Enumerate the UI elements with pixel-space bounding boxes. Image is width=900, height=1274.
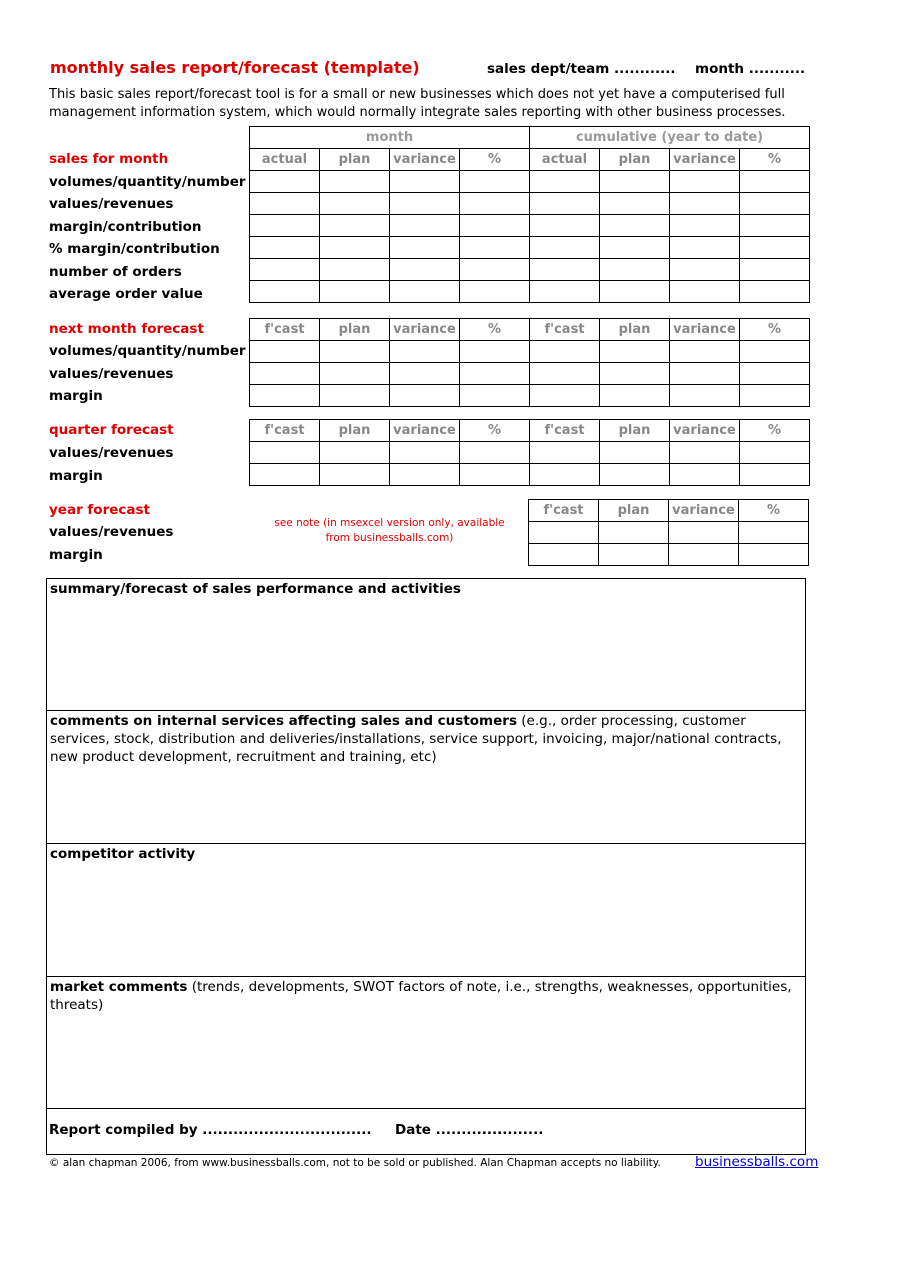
input-cell[interactable] — [320, 385, 390, 407]
input-cell[interactable] — [530, 442, 600, 464]
competitor-box[interactable] — [46, 844, 806, 977]
next-month-forecast-table — [249, 318, 810, 407]
column-header: f'cast — [250, 420, 320, 442]
table-row — [250, 442, 810, 464]
column-header: f'cast — [529, 500, 599, 522]
column-header: % — [460, 149, 530, 171]
internal-services-box[interactable] — [46, 711, 806, 844]
date-field[interactable]: Date ..................... — [395, 1122, 544, 1138]
input-cell[interactable] — [739, 544, 809, 566]
input-cell[interactable] — [529, 522, 599, 544]
table-row — [250, 259, 810, 281]
row-label: margin — [49, 547, 103, 563]
input-cell[interactable] — [530, 341, 600, 363]
input-cell[interactable] — [320, 259, 390, 281]
column-header: plan — [600, 420, 670, 442]
input-cell[interactable] — [670, 259, 740, 281]
column-header: variance — [670, 149, 740, 171]
row-label: margin — [49, 388, 103, 404]
excel-note: see note (in msexcel version only, available from businessballs.com) — [274, 517, 505, 544]
input-cell[interactable] — [600, 442, 670, 464]
row-label: values/revenues — [49, 196, 174, 212]
input-cell[interactable] — [390, 215, 460, 237]
input-cell[interactable] — [740, 464, 810, 486]
column-header: f'cast — [530, 319, 600, 341]
column-header: actual — [530, 149, 600, 171]
input-cell[interactable] — [320, 193, 390, 215]
table-row — [250, 171, 810, 193]
input-cell[interactable] — [320, 363, 390, 385]
input-cell[interactable] — [740, 341, 810, 363]
table-row — [250, 341, 810, 363]
column-header: % — [740, 319, 810, 341]
column-header: variance — [390, 319, 460, 341]
intro-text: This basic sales report/forecast tool is for a small or new businesses which does not yet have a computerised full management information system, which would normally integrate sales reporting with other business processes. — [49, 87, 786, 120]
input-cell[interactable] — [460, 171, 530, 193]
input-cell[interactable] — [600, 341, 670, 363]
input-cell[interactable] — [390, 385, 460, 407]
input-cell[interactable] — [460, 442, 530, 464]
column-header: % — [460, 319, 530, 341]
input-cell[interactable] — [390, 281, 460, 303]
input-cell[interactable] — [740, 237, 810, 259]
year-forecast-heading: year forecast — [49, 502, 150, 518]
input-cell[interactable] — [530, 281, 600, 303]
summary-title: summary/forecast of sales performance and activities — [50, 581, 461, 597]
table-row — [250, 193, 810, 215]
report-compiled-by-field[interactable]: Report compiled by ................................. — [49, 1122, 372, 1138]
input-cell[interactable] — [670, 281, 740, 303]
row-label: number of orders — [49, 264, 182, 280]
column-header: % — [460, 420, 530, 442]
input-cell[interactable] — [390, 259, 460, 281]
input-cell[interactable] — [460, 237, 530, 259]
input-cell[interactable] — [250, 259, 320, 281]
table-row — [250, 215, 810, 237]
row-label: margin/contribution — [49, 219, 202, 235]
year-forecast-table — [528, 499, 809, 566]
input-cell[interactable] — [669, 544, 739, 566]
input-cell[interactable] — [530, 237, 600, 259]
column-header: plan — [600, 149, 670, 171]
table-row — [250, 385, 810, 407]
input-cell[interactable] — [390, 193, 460, 215]
competitor-title: competitor activity — [50, 846, 196, 862]
sales-dept-field[interactable]: sales dept/team ............ — [487, 61, 676, 77]
input-cell[interactable] — [390, 171, 460, 193]
column-header: % — [739, 500, 809, 522]
input-cell[interactable] — [740, 215, 810, 237]
input-cell[interactable] — [740, 363, 810, 385]
table-row — [529, 544, 809, 566]
page-title: monthly sales report/forecast (template) — [50, 58, 420, 77]
input-cell[interactable] — [739, 522, 809, 544]
input-cell[interactable] — [740, 442, 810, 464]
column-header: plan — [320, 319, 390, 341]
input-cell[interactable] — [250, 464, 320, 486]
input-cell[interactable] — [250, 281, 320, 303]
sales-for-month-table — [249, 126, 810, 303]
input-cell[interactable] — [320, 237, 390, 259]
copyright-text: © alan chapman 2006, from www.businessballs.com, not to be sold or published. Alan Chapman accepts no liability. — [49, 1157, 661, 1169]
input-cell[interactable] — [530, 171, 600, 193]
input-cell[interactable] — [460, 464, 530, 486]
input-cell[interactable] — [530, 259, 600, 281]
businessballs-link[interactable]: businessballs.com — [695, 1154, 819, 1170]
input-cell[interactable] — [600, 237, 670, 259]
input-cell[interactable] — [390, 237, 460, 259]
column-header: variance — [390, 420, 460, 442]
input-cell[interactable] — [740, 385, 810, 407]
input-cell[interactable] — [390, 363, 460, 385]
column-header: plan — [320, 420, 390, 442]
input-cell[interactable] — [600, 385, 670, 407]
column-header: variance — [669, 500, 739, 522]
column-header: plan — [599, 500, 669, 522]
row-label: margin — [49, 468, 103, 484]
input-cell[interactable] — [320, 215, 390, 237]
input-cell[interactable] — [460, 363, 530, 385]
cumulative-group-header: cumulative (year to date) — [530, 127, 810, 149]
column-header: plan — [600, 319, 670, 341]
input-cell[interactable] — [390, 464, 460, 486]
input-cell[interactable] — [670, 385, 740, 407]
month-group-header: month — [250, 127, 530, 149]
input-cell[interactable] — [600, 171, 670, 193]
input-cell[interactable] — [250, 237, 320, 259]
row-label: % margin/contribution — [49, 241, 220, 257]
input-cell[interactable] — [670, 215, 740, 237]
column-header: variance — [670, 420, 740, 442]
market-title: market comments — [50, 979, 188, 995]
row-label: values/revenues — [49, 445, 174, 461]
table-row — [250, 464, 810, 486]
input-cell[interactable] — [670, 341, 740, 363]
input-cell[interactable] — [670, 363, 740, 385]
column-header: plan — [320, 149, 390, 171]
month-field[interactable]: month ........... — [695, 61, 806, 77]
input-cell[interactable] — [599, 522, 669, 544]
input-cell[interactable] — [740, 259, 810, 281]
row-label: volumes/quantity/number — [49, 343, 246, 359]
input-cell[interactable] — [670, 171, 740, 193]
input-cell[interactable] — [599, 544, 669, 566]
input-cell[interactable] — [670, 442, 740, 464]
input-cell[interactable] — [250, 215, 320, 237]
input-cell[interactable] — [250, 171, 320, 193]
internal-services-detail: (e.g., order processing, customer services, stock, distribution and deliveries/installations, service support, invoicing, major/national contracts, new product development, recruitment and training, etc) — [50, 713, 782, 765]
column-header: % — [740, 149, 810, 171]
input-cell[interactable] — [530, 385, 600, 407]
column-header: f'cast — [530, 420, 600, 442]
input-cell[interactable] — [390, 442, 460, 464]
market-box[interactable] — [46, 977, 806, 1109]
input-cell[interactable] — [460, 341, 530, 363]
input-cell[interactable] — [600, 363, 670, 385]
quarter-forecast-heading: quarter forecast — [49, 422, 174, 438]
input-cell[interactable] — [250, 442, 320, 464]
market-detail: (trends, developments, SWOT factors of note, i.e., strengths, weaknesses, opportunities, threats) — [50, 979, 792, 1013]
row-label: values/revenues — [49, 366, 174, 382]
column-header: % — [740, 420, 810, 442]
input-cell[interactable] — [600, 193, 670, 215]
table-row — [250, 237, 810, 259]
table-row — [250, 281, 810, 303]
input-cell[interactable] — [669, 522, 739, 544]
input-cell[interactable] — [320, 171, 390, 193]
input-cell[interactable] — [320, 464, 390, 486]
table-row — [250, 363, 810, 385]
input-cell[interactable] — [600, 281, 670, 303]
input-cell[interactable] — [250, 341, 320, 363]
row-label: volumes/quantity/number — [49, 174, 246, 190]
table-row — [529, 522, 809, 544]
input-cell[interactable] — [250, 363, 320, 385]
input-cell[interactable] — [460, 281, 530, 303]
input-cell[interactable] — [460, 385, 530, 407]
input-cell[interactable] — [320, 281, 390, 303]
input-cell[interactable] — [740, 193, 810, 215]
column-header: variance — [390, 149, 460, 171]
next-month-forecast-heading: next month forecast — [49, 321, 204, 337]
row-label: values/revenues — [49, 524, 174, 540]
input-cell[interactable] — [530, 464, 600, 486]
input-cell[interactable] — [250, 193, 320, 215]
input-cell[interactable] — [460, 193, 530, 215]
column-header: actual — [250, 149, 320, 171]
input-cell[interactable] — [320, 442, 390, 464]
input-cell[interactable] — [670, 237, 740, 259]
input-cell[interactable] — [530, 363, 600, 385]
input-cell[interactable] — [460, 259, 530, 281]
quarter-forecast-table — [249, 419, 810, 486]
input-cell[interactable] — [740, 171, 810, 193]
input-cell[interactable] — [670, 464, 740, 486]
input-cell[interactable] — [250, 385, 320, 407]
row-label: average order value — [49, 286, 203, 302]
input-cell[interactable] — [600, 215, 670, 237]
column-header: f'cast — [250, 319, 320, 341]
internal-services-title: comments on internal services affecting sales and customers — [50, 713, 517, 729]
summary-box[interactable] — [46, 578, 806, 711]
input-cell[interactable] — [530, 215, 600, 237]
column-header: variance — [670, 319, 740, 341]
input-cell[interactable] — [530, 193, 600, 215]
sales-for-month-heading: sales for month — [49, 151, 169, 167]
input-cell[interactable] — [320, 341, 390, 363]
input-cell[interactable] — [600, 464, 670, 486]
input-cell[interactable] — [740, 281, 810, 303]
input-cell[interactable] — [390, 341, 460, 363]
input-cell[interactable] — [670, 193, 740, 215]
input-cell[interactable] — [529, 544, 599, 566]
input-cell[interactable] — [600, 259, 670, 281]
input-cell[interactable] — [460, 215, 530, 237]
